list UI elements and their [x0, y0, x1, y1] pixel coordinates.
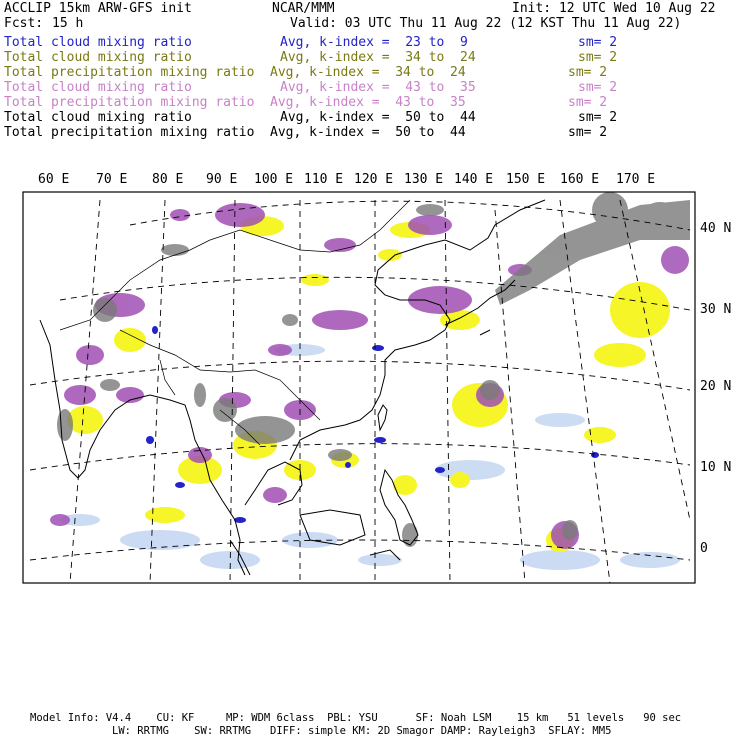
lat-label: 30 N — [700, 302, 732, 317]
lat-label: 0 — [700, 541, 708, 556]
legend-stat: Avg, k-index = 34 to 24 — [270, 65, 466, 80]
legend-field: Total precipitation mixing ratio — [4, 125, 255, 140]
lon-label: 110 E — [304, 172, 344, 187]
legend-field: Total cloud mixing ratio — [4, 110, 192, 125]
legend-smoothing: sm= 2 — [578, 50, 618, 65]
legend-stat: Avg, k-index = 43 to 35 — [280, 80, 476, 95]
valid-time: Valid: 03 UTC Thu 11 Aug 22 (12 KST Thu 11 Aug 22) — [290, 16, 682, 31]
legend-field: Total precipitation mixing ratio — [4, 65, 255, 80]
lon-label: 120 E — [354, 172, 394, 187]
lon-label: 130 E — [404, 172, 444, 187]
physics-info: LW: RRTMG SW: RRTMG DIFF: simple KM: 2D Smagor DAMP: Rayleigh3 SFLAY: MM5 — [112, 725, 612, 737]
legend-stat: Avg, k-index = 43 to 35 — [270, 95, 466, 110]
legend-stat: Avg, k-index = 23 to 9 — [280, 35, 468, 50]
forecast-label: Fcst: — [4, 16, 44, 31]
forecast-hour: 15 h — [52, 16, 84, 31]
legend-smoothing: sm= 2 — [578, 110, 618, 125]
model-info: Model Info: V4.4 CU: KF MP: WDM 6class PBL: YSU SF: Noah LSM 15 km 51 levels 90 sec — [30, 712, 682, 724]
lon-label: 140 E — [454, 172, 494, 187]
legend-field: Total cloud mixing ratio — [4, 80, 192, 95]
lon-label: 80 E — [152, 172, 184, 187]
lon-label: 60 E — [38, 172, 70, 187]
model-title: ACCLIP 15km ARW-GFS init — [4, 1, 192, 16]
legend-smoothing: sm= 2 — [578, 80, 618, 95]
lon-label: 70 E — [96, 172, 128, 187]
init-time: Init: 12 UTC Wed 10 Aug 22 — [512, 1, 716, 16]
lon-label: 90 E — [206, 172, 238, 187]
legend-smoothing: sm= 2 — [568, 65, 608, 80]
legend-stat: Avg, k-index = 50 to 44 — [270, 125, 466, 140]
lon-label: 160 E — [560, 172, 600, 187]
legend-smoothing: sm= 2 — [568, 95, 608, 110]
legend-stat: Avg, k-index = 34 to 24 — [280, 50, 476, 65]
organization: NCAR/MMM — [272, 1, 335, 16]
legend-stat: Avg, k-index = 50 to 44 — [280, 110, 476, 125]
lon-label: 150 E — [506, 172, 546, 187]
legend-field: Total cloud mixing ratio — [4, 35, 192, 50]
lon-label: 170 E — [616, 172, 656, 187]
legend-smoothing: sm= 2 — [578, 35, 618, 50]
legend-smoothing: sm= 2 — [568, 125, 608, 140]
lat-label: 20 N — [700, 379, 732, 394]
legend-field: Total cloud mixing ratio — [4, 50, 192, 65]
lat-label: 10 N — [700, 460, 732, 475]
legend-field: Total precipitation mixing ratio — [4, 95, 255, 110]
lat-label: 40 N — [700, 221, 732, 236]
lon-label: 100 E — [254, 172, 294, 187]
